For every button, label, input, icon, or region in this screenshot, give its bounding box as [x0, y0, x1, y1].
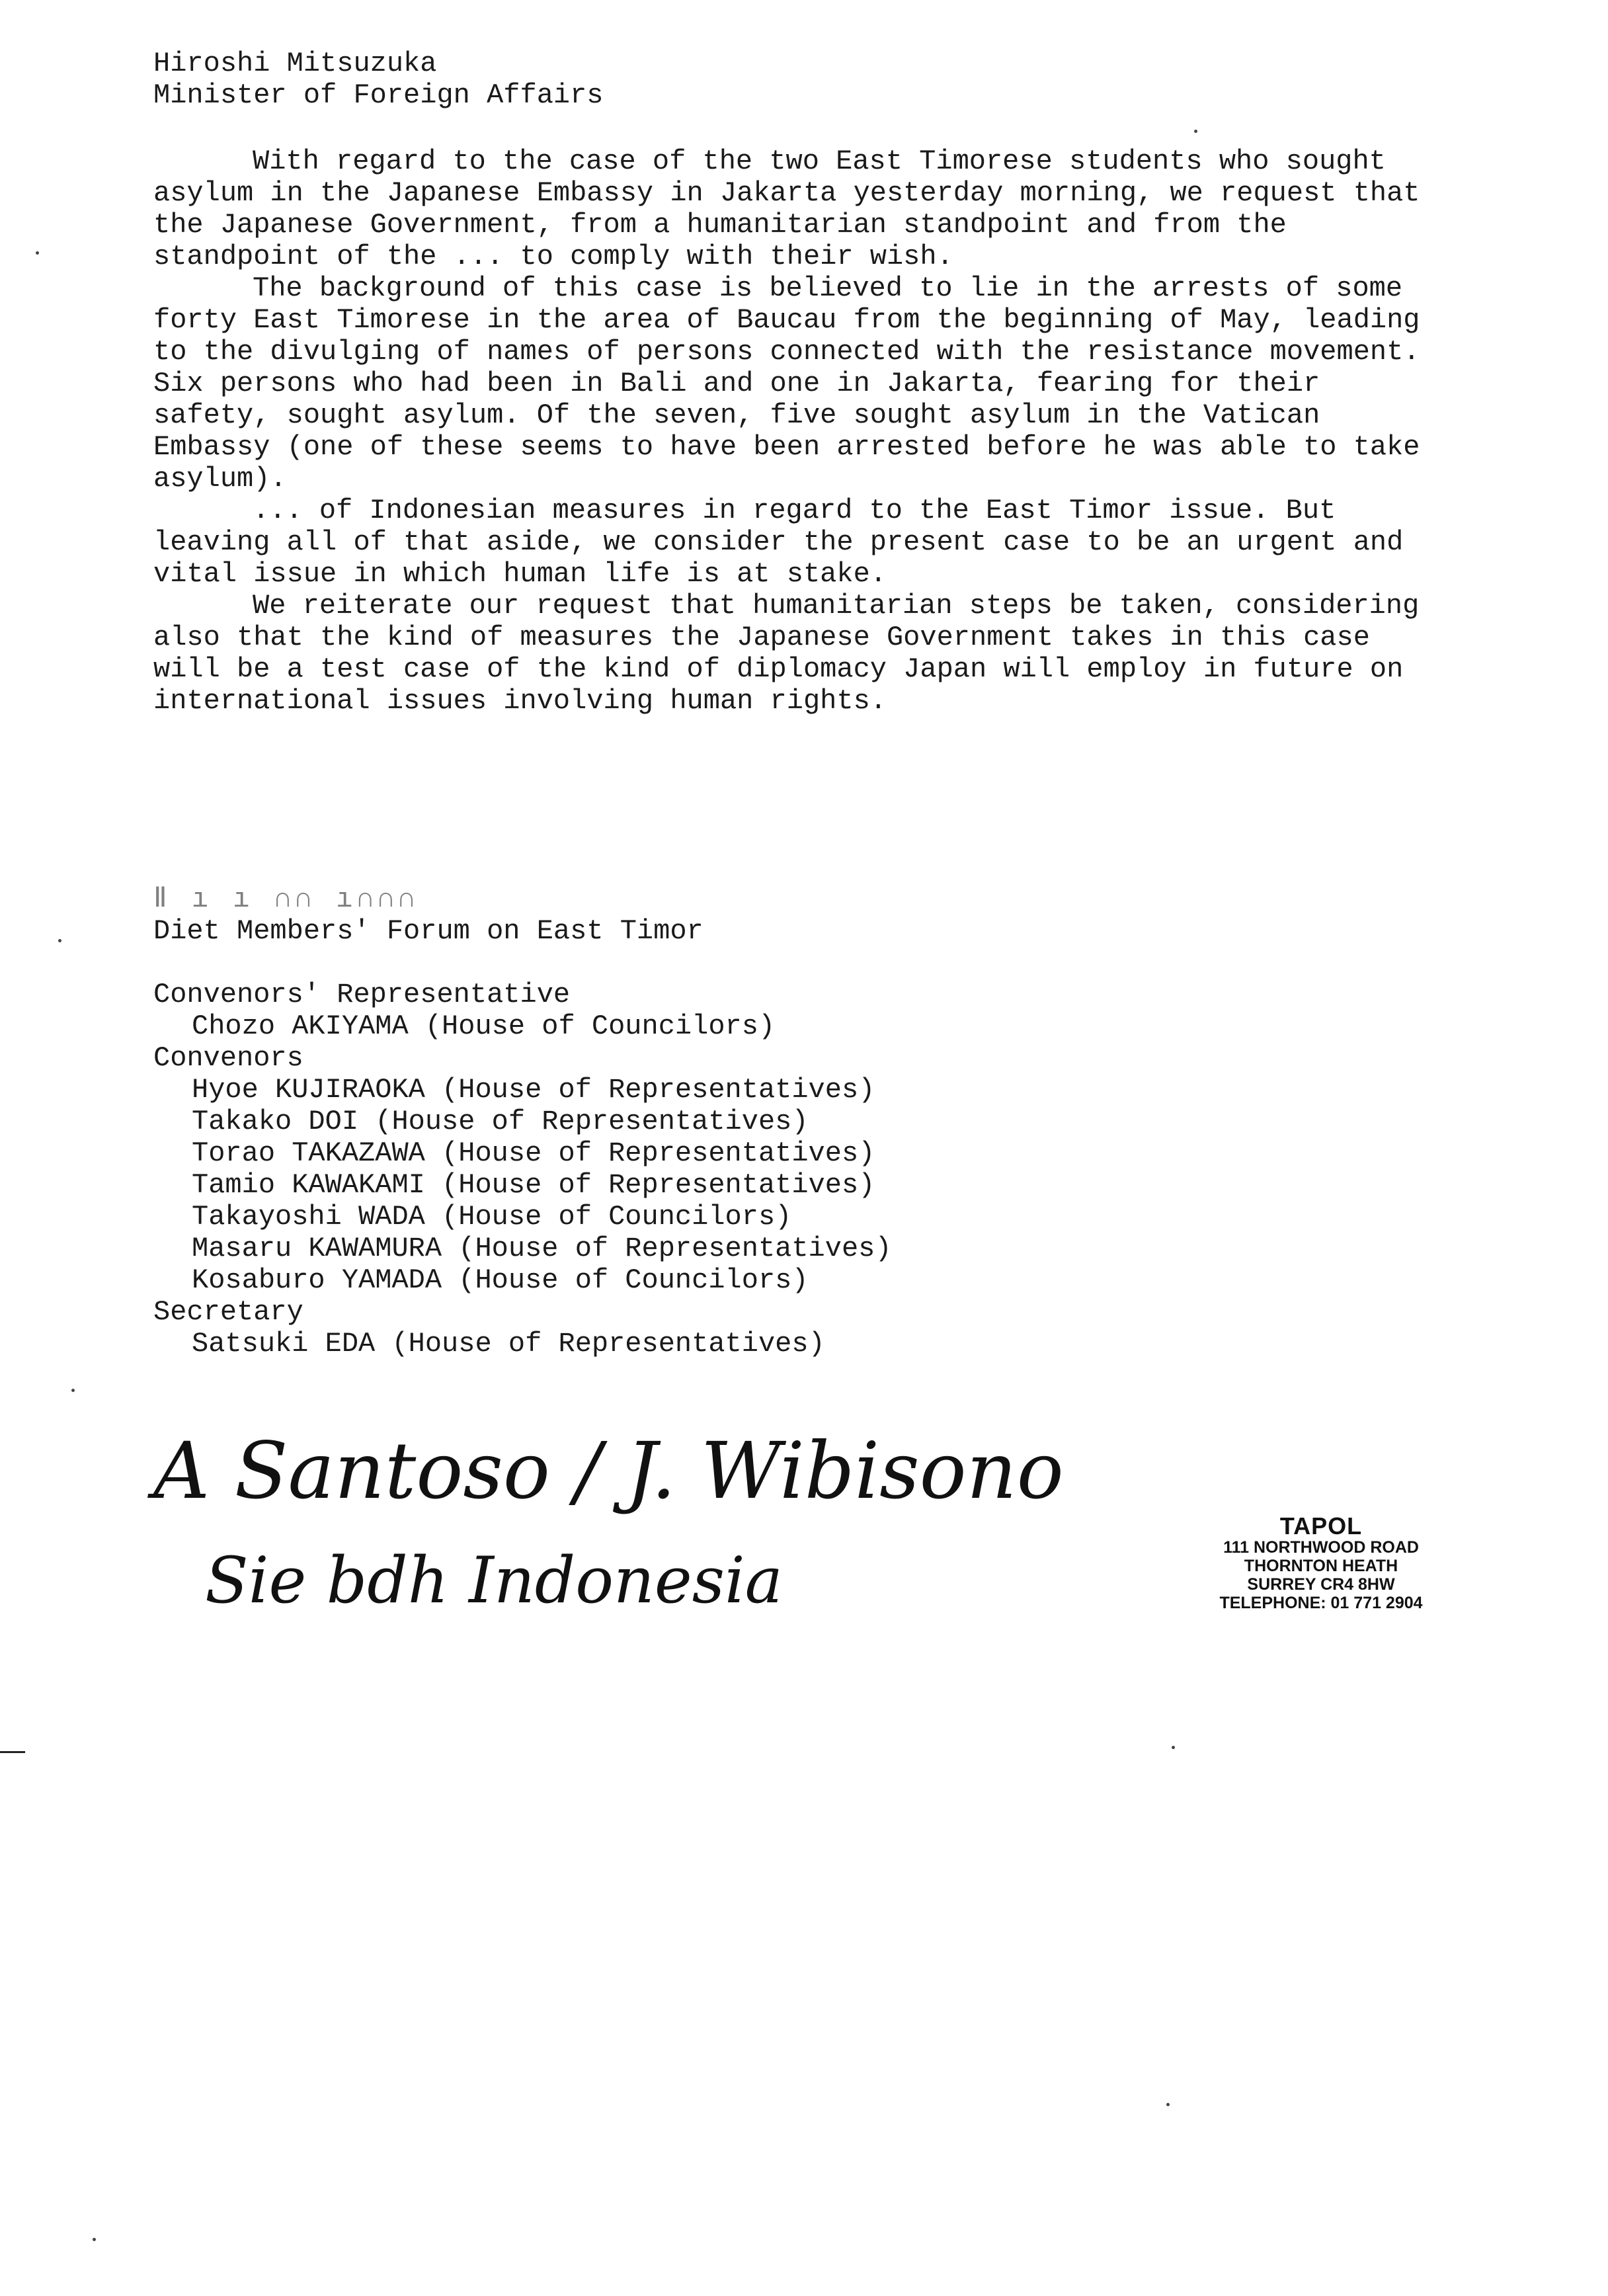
- scan-speck: [1166, 2103, 1170, 2106]
- scan-speck: [1194, 130, 1197, 133]
- forum-name: Diet Members' Forum on East Timor: [153, 915, 704, 947]
- scan-speck: [93, 2238, 96, 2241]
- recipient-title: Minister of Foreign Affairs: [153, 79, 604, 111]
- convenor-6: Masaru KAWAMURA (House of Representatives): [192, 1233, 892, 1264]
- recipient-block: [153, 48, 1449, 111]
- secretary-heading: Secretary: [153, 1296, 303, 1328]
- scan-speck: [58, 939, 61, 942]
- paragraph-3: ... of Indonesian measures in regard to the East Timor issue. But leaving all of that aside, we consider the present case to be an urgent and vital issue in which human life is at stake.: [153, 495, 1420, 590]
- scan-edge-mark: [0, 1751, 25, 1753]
- convenor-1: Hyoe KUJIRAOKA (House of Representatives): [192, 1074, 875, 1106]
- handwritten-note-line-1: A Santoso / J. Wibisono: [153, 1425, 1064, 1516]
- signature-block: [153, 883, 1449, 1360]
- scan-speck: [71, 1389, 75, 1392]
- scan-speck: [36, 251, 39, 255]
- convenors-heading: Convenors: [153, 1042, 303, 1074]
- stamp-address-2: THORNTON HEATH: [1244, 1557, 1398, 1575]
- stamp-address-3: SURREY CR4 8HW: [1247, 1575, 1395, 1594]
- convenor-2: Takako DOI (House of Representatives): [192, 1106, 809, 1137]
- convenor-7: Kosaburo YAMADA (House of Councilors): [192, 1264, 809, 1296]
- tapol-address-stamp: [1169, 1514, 1473, 1612]
- illegible-date-line: Ⅱ ı ı ∩∩ ı∩∩∩: [153, 883, 419, 915]
- handwritten-note-line-2: Sie bdh Indonesia: [205, 1543, 783, 1618]
- scan-speck: [1172, 1746, 1175, 1749]
- convenor-4: Tamio KAWAKAMI (House of Representatives): [192, 1169, 875, 1201]
- recipient-name: Hiroshi Mitsuzuka: [153, 48, 437, 79]
- paragraph-4: We reiterate our request that humanitarian steps be taken, considering also that the kind of measures the Japanese Government takes in this case will be a test case of the kind of diplomacy Japan will employ in future on international issues involving human rights.: [153, 590, 1436, 717]
- rep-heading: Convenors' Representative: [153, 979, 571, 1010]
- secretary: Satsuki EDA (House of Representatives): [192, 1328, 825, 1360]
- convenor-3: Torao TAKAZAWA (House of Representatives): [192, 1137, 875, 1169]
- representative: Chozo AKIYAMA (House of Councilors): [192, 1010, 776, 1042]
- letter-body: [153, 145, 1449, 717]
- paragraph-1: With regard to the case of the two East Timorese students who sought asylum in the Japanese Embassy in Jakarta yesterday morning, we request that the Japanese Government, from a humanitarian standpoint and from the standpoint of the ... to comply with their wish.: [153, 145, 1437, 272]
- stamp-address-1: 111 NORTHWOOD ROAD: [1223, 1538, 1419, 1557]
- paragraph-2: The background of this case is believed to lie in the arrests of some forty East Timorese in the area of Baucau from the beginning of May, leading to the divulging of names of persons connected with the resistance movement. Six persons who had been in Bali and one in Jakarta, fearing for their safety, sought asylum. Of the seven, five sought asylum in the Vatican Embassy (one of these seems to have been arrested before he was able to take asylum).: [153, 272, 1437, 495]
- stamp-org: TAPOL: [1279, 1512, 1363, 1539]
- convenor-5: Takayoshi WADA (House of Councilors): [192, 1201, 792, 1233]
- stamp-telephone: TELEPHONE: 01 771 2904: [1219, 1594, 1423, 1612]
